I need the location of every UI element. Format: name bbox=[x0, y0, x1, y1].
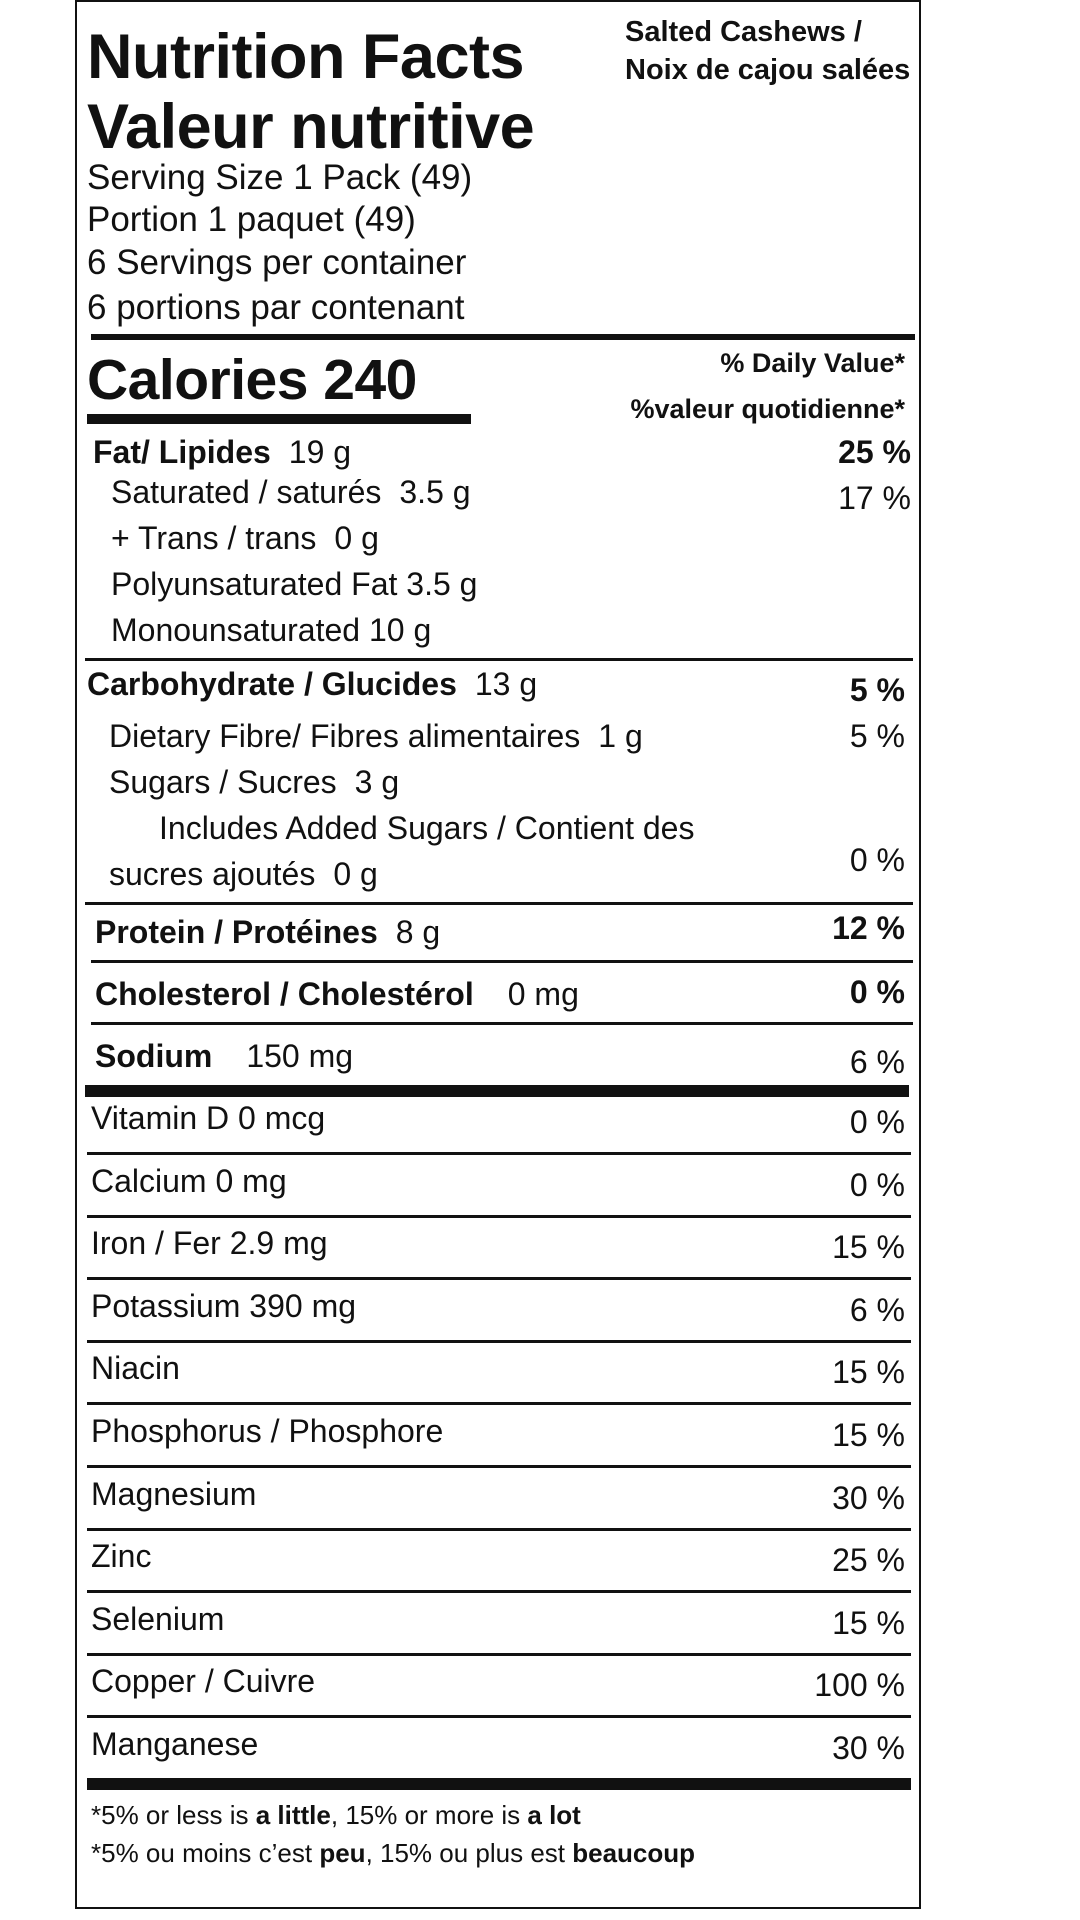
nutrient-amount: 0 mg bbox=[507, 976, 579, 1012]
nutrient-name: + Trans / trans bbox=[111, 520, 317, 556]
mineral-daily-value: 15 % bbox=[832, 1229, 905, 1266]
nutrient-name: Sodium bbox=[95, 1038, 213, 1074]
nutrient-amount: 150 mg bbox=[246, 1038, 354, 1074]
mineral-daily-value: 30 % bbox=[832, 1479, 905, 1516]
nutrient-name: Sugars / Sucres bbox=[109, 764, 337, 800]
calories: Calories 240 bbox=[87, 348, 417, 412]
divider bbox=[87, 1653, 911, 1656]
mineral-row bbox=[77, 1100, 919, 1146]
mineral-name: Iron / Fer 2.9 mg bbox=[91, 1225, 328, 1262]
title-french: Valeur nutritive bbox=[87, 92, 535, 162]
footnote-text: *5% ou moins c’est bbox=[91, 1838, 320, 1868]
mineral-name: Magnesium bbox=[91, 1475, 257, 1512]
mineral-row bbox=[77, 1538, 919, 1584]
daily-value-heading-french: %valeur quotidienne* bbox=[630, 394, 905, 424]
title-english: Nutrition Facts bbox=[87, 22, 525, 92]
mineral-daily-value: 100 % bbox=[814, 1667, 905, 1704]
divider bbox=[91, 1022, 913, 1025]
nutrient-name: Fat/ Lipides bbox=[93, 434, 271, 470]
mineral-name: Phosphorus / Phosphore bbox=[91, 1413, 444, 1449]
nutrient-name-line-1: Includes Added Sugars / Contient des bbox=[159, 810, 695, 846]
footnote-emphasis: a lot bbox=[527, 1800, 581, 1830]
nutrient-amount: 13 g bbox=[474, 666, 538, 702]
mineral-daily-value: 15 % bbox=[832, 1354, 905, 1391]
mineral-daily-value: 6 % bbox=[849, 1291, 905, 1328]
mineral-daily-value: 15 % bbox=[832, 1604, 905, 1641]
mineral-name: Copper / Cuivre bbox=[91, 1663, 316, 1700]
nutrient-row-dietary-fibre bbox=[77, 720, 919, 766]
mineral-name: Zinc bbox=[91, 1538, 152, 1575]
nutrient-name: Monounsaturated 10 g bbox=[111, 612, 432, 648]
product-name-english: Salted Cashews / bbox=[625, 16, 862, 48]
divider bbox=[87, 1590, 911, 1593]
divider bbox=[85, 658, 913, 661]
nutrient-name: Polyunsaturated Fat 3.5 g bbox=[111, 566, 478, 602]
nutrient-amount: 0 g bbox=[333, 856, 378, 892]
divider bbox=[87, 1715, 911, 1718]
servings-per-container-french: 6 portions par contenant bbox=[87, 288, 465, 327]
footnote-text: , 15% or more is bbox=[330, 1800, 528, 1830]
mineral-name: Selenium bbox=[91, 1600, 225, 1637]
footnote-emphasis: peu bbox=[319, 1838, 366, 1868]
thick-divider bbox=[91, 334, 915, 340]
nutrient-row-trans-fat bbox=[77, 522, 919, 568]
divider bbox=[87, 1465, 911, 1468]
nutrient-daily-value: 17 % bbox=[838, 480, 911, 516]
mineral-daily-value: 0 % bbox=[849, 1104, 905, 1140]
nutrient-daily-value: 0 % bbox=[849, 842, 905, 878]
serving-size-english: Serving Size 1 Pack (49) bbox=[87, 158, 473, 197]
nutrient-row-monounsaturated-fat bbox=[77, 614, 919, 660]
divider bbox=[87, 1528, 911, 1531]
thick-divider bbox=[87, 1778, 911, 1790]
mineral-daily-value: 0 % bbox=[849, 1166, 905, 1203]
nutrient-row-sugars bbox=[77, 766, 919, 812]
footnote-emphasis: beaucoup bbox=[572, 1838, 696, 1868]
footnote-emphasis: a little bbox=[255, 1800, 331, 1830]
nutrient-daily-value: 25 % bbox=[838, 434, 911, 470]
nutrient-name: Protein / Protéines bbox=[95, 914, 378, 950]
footnote-text: , 15% ou plus est bbox=[365, 1838, 573, 1868]
nutrient-name: Saturated / saturés bbox=[111, 474, 382, 510]
nutrient-amount: 19 g bbox=[288, 434, 352, 470]
mineral-row bbox=[77, 1350, 919, 1396]
calories-underline bbox=[87, 414, 471, 424]
product-name-french: Noix de cajou salées bbox=[625, 54, 911, 86]
nutrient-amount: 3.5 g bbox=[399, 474, 471, 510]
daily-value-heading-english: % Daily Value* bbox=[720, 348, 905, 378]
mineral-daily-value: 15 % bbox=[832, 1417, 905, 1453]
nutrient-row-cholesterol bbox=[77, 976, 919, 1022]
servings-per-container-english: 6 Servings per container bbox=[87, 243, 467, 282]
divider bbox=[87, 1340, 911, 1343]
nutrient-row-sodium bbox=[77, 1038, 919, 1084]
divider bbox=[87, 1215, 911, 1218]
footnote-text: *5% or less is bbox=[91, 1800, 256, 1830]
nutrient-row-added-sugars bbox=[77, 812, 919, 902]
nutrient-name: Cholesterol / Cholestérol bbox=[95, 976, 474, 1012]
nutrient-row-saturated-fat bbox=[77, 476, 919, 522]
mineral-name: Niacin bbox=[91, 1350, 180, 1387]
divider bbox=[85, 902, 913, 905]
nutrient-daily-value: 5 % bbox=[849, 672, 905, 708]
footnote-english bbox=[91, 1802, 581, 1828]
thick-divider bbox=[85, 1085, 909, 1097]
nutrient-row-protein bbox=[77, 912, 919, 958]
nutrient-daily-value: 0 % bbox=[849, 974, 905, 1010]
nutrient-row-polyunsaturated-fat bbox=[77, 568, 919, 614]
nutrient-name-line-2: sucres ajoutés bbox=[109, 856, 316, 892]
footnote-french bbox=[91, 1840, 695, 1866]
divider bbox=[87, 1277, 911, 1280]
divider bbox=[91, 960, 913, 963]
mineral-row bbox=[77, 1663, 919, 1709]
nutrient-name: Carbohydrate / Glucides bbox=[87, 666, 457, 702]
mineral-daily-value: 25 % bbox=[832, 1542, 905, 1579]
mineral-row bbox=[77, 1476, 919, 1522]
nutrient-row-carbohydrate bbox=[77, 668, 919, 714]
divider bbox=[87, 1402, 911, 1405]
nutrient-daily-value: 6 % bbox=[849, 1044, 905, 1080]
mineral-name: Calcium 0 mg bbox=[91, 1162, 287, 1199]
mineral-daily-value: 30 % bbox=[832, 1730, 905, 1766]
mineral-row bbox=[77, 1225, 919, 1271]
mineral-name: Potassium 390 mg bbox=[91, 1287, 357, 1324]
nutrition-facts-label bbox=[75, 0, 921, 1909]
nutrient-amount: 3 g bbox=[354, 764, 400, 800]
nutrient-daily-value: 5 % bbox=[849, 718, 905, 754]
mineral-row bbox=[77, 1413, 919, 1459]
divider bbox=[87, 1152, 911, 1155]
mineral-name: Vitamin D 0 mcg bbox=[91, 1100, 326, 1136]
mineral-row bbox=[77, 1601, 919, 1647]
nutrient-name: Dietary Fibre/ Fibres alimentaires bbox=[109, 718, 581, 754]
nutrient-amount: 8 g bbox=[395, 914, 441, 950]
mineral-row bbox=[77, 1163, 919, 1209]
mineral-name: Manganese bbox=[91, 1726, 259, 1762]
nutrient-daily-value: 12 % bbox=[832, 910, 905, 946]
nutrient-amount: 1 g bbox=[598, 718, 643, 754]
serving-size-french: Portion 1 paquet (49) bbox=[87, 200, 416, 239]
nutrient-amount: 0 g bbox=[334, 520, 379, 556]
mineral-row bbox=[77, 1288, 919, 1334]
mineral-row bbox=[77, 1726, 919, 1772]
